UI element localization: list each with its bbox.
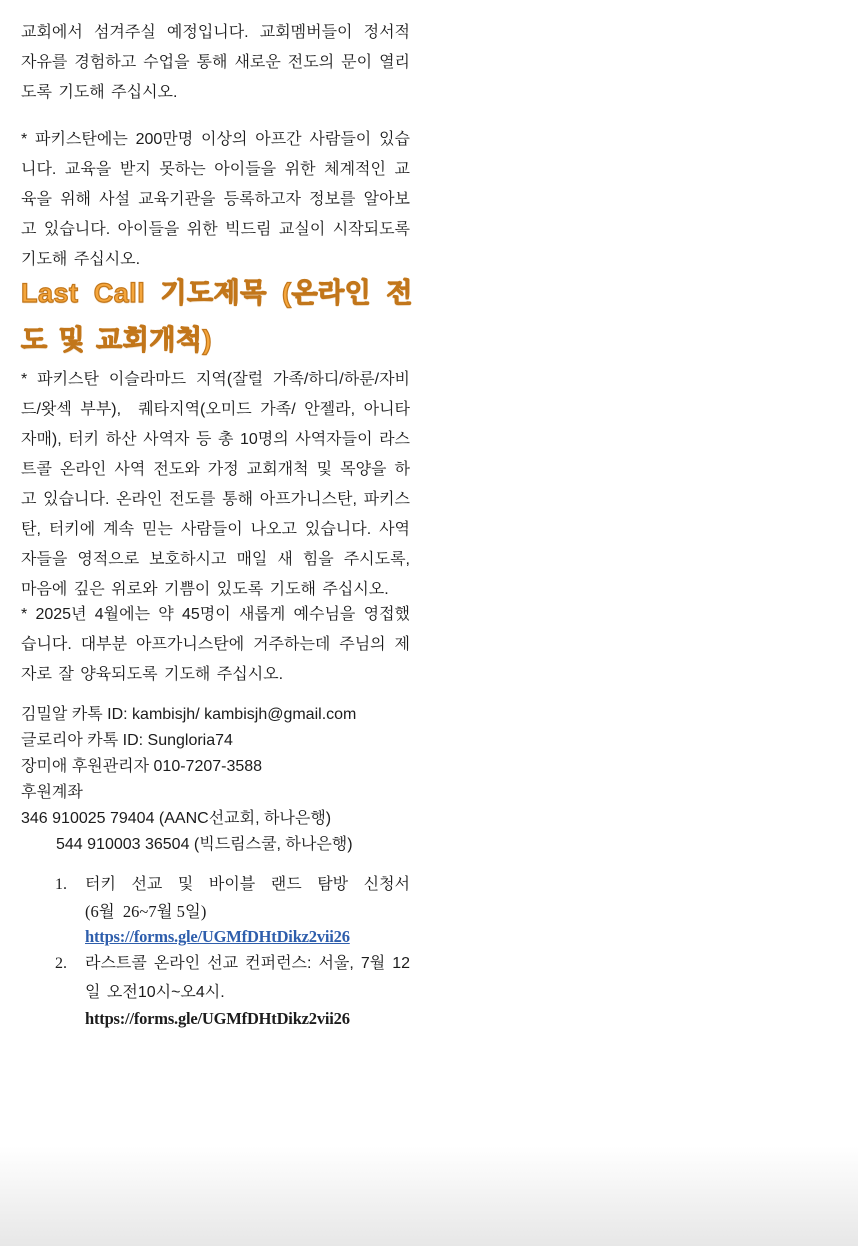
page-bottom-shadow [0,1146,858,1246]
paragraph-church-serving: 교회에서 섬겨주실 예정입니다. 교회멤버들이 정서적 자유를 경험하고 수업을 통해 새로운 전도의 문이 열리도록 기도해 주십시오. [21,24,417,101]
paragraph-pakistan-education: * 파키스탄에는 200만명 이상의 아프간 사람들이 있습니다. 교육을 받지 못하는 아이들을 위한 체계적인 교육을 위해 사설 교육기관을 등록하고자 정보를 알아보고 있습니다. 아이들을 위한 빅드림 교실이 시작되도록 기도해 주십시오. [21,131,417,268]
list-item-dates: (6월 26~7월 5일) [85,902,207,921]
contact-support-manager: 장미애 후원관리자 010-7207-3588 [21,758,263,775]
bank-account-1: 346 910025 79404 (AANC선교회, 하나은행) [21,810,332,827]
list-item-number: 1. [55,876,67,893]
list-item-title: 터키 선교 및 바이블 랜드 탐방 신청서 [85,876,410,893]
contact-kakao-id-1: 김밀알 카톡 ID: kambisjh/ kambisjh@gmail.com [21,706,357,723]
account-header: 후원계좌 [21,784,83,801]
list-item-number: 2. [55,955,67,972]
conference-form-link: https://forms.gle/UGMfDHtDikz2vii26 [85,1009,350,1028]
contact-info-block [21,702,421,858]
signup-form-link[interactable]: https://forms.gle/UGMfDHtDikz2vii26 [85,927,350,946]
paragraph-new-believers: * 2025년 4월에는 약 45명이 새롭게 예수님을 영접했습니다. 대부분 아프가니스탄에 거주하는데 주님의 제자로 잘 양육되도록 기도해 주십시오. [21,606,410,683]
section-heading-lastcall-prayer: Last Call 기도제목 (온라인 전도 및 교회개척) [21,278,413,355]
list-item-title: 라스트콜 온라인 선교 컨퍼런스: 서울, 7월 12일 오전10시~오4시. [85,955,410,1001]
list-item-online-conference [55,949,410,1031]
paragraph-workers-online-ministry: * 파키스탄 이슬라마드 지역(잘럴 가족/하디/하룬/자비드/왓섹 부부), 퀘타지역(오미드 가족/ 안젤라, 아니타 자매), 터키 하산 사역자 등 총 10명의 사역자들이 라스트콜 온라인 사역 전도와 가정 교회개척 및 목양을 하고 있습니다. 온라인 전도를 통해 아프가니스탄, 파키스탄, 터키에 계속 믿는 사람들이 나오고 있습니다. 사역자들을 영적으로 보호하시고 매일 새 힘을 주시도록, 마음에 깊은 위로와 기쁨이 있도록 기도해 주십시오. [21,371,417,598]
bank-account-2: 544 910003 36504 (빅드림스쿨, 하나은행) [56,836,353,853]
list-item-turkey-trip [55,870,410,949]
contact-kakao-id-2: 글로리아 카톡 ID: Sungloria74 [21,732,233,749]
announcement-list [55,870,410,1031]
